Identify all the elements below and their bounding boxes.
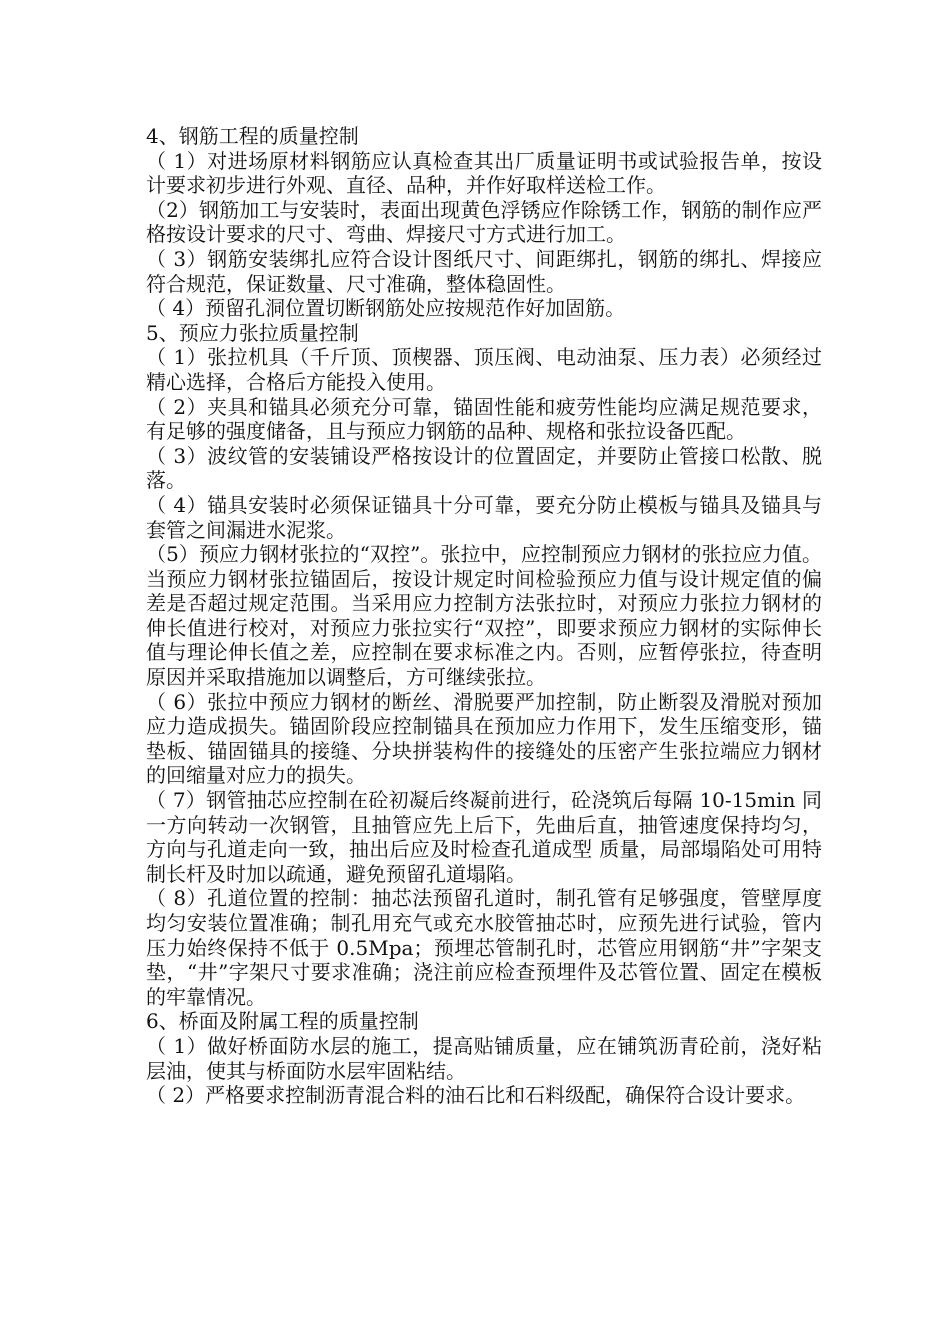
paragraph-rebar-4: （ 4）预留孔洞位置切断钢筋处应按规范作好加固筋。	[146, 296, 626, 321]
paragraph-prestress-2: （ 2）夹具和锚具必须充分可靠，锚固性能和疲劳性能均应满足规范要求，有足够的强度储备，且与预应力钢筋的品种、规格和张拉设备匹配。	[146, 394, 822, 444]
paragraph-deck-1: （ 1）做好桥面防水层的施工，提高贴铺质量，应在铺筑沥青砼前，浇好粘层油，使其与桥面防水层牢固粘结。	[146, 1033, 822, 1083]
paragraph-rebar-1: （ 1）对进场原材料钢筋应认真检查其出厂质量证明书或试验报告单，按设计要求初步进行外观、直径、品种，并作好取样送检工作。	[146, 148, 822, 198]
paragraph-prestress-5: （5）预应力钢材张拉的“双控”。张拉中，应控制预应力钢材的张拉应力值。当预应力钢材张拉锚固后，按设计规定时间检验预应力值与设计规定值的偏差是否超过规定范围。当采用应力控制方法张拉时，对预应力张拉力钢材的伸长值进行校对，对预应力张拉实行“双控”，即要求预应力钢材的实际伸长值与理论伸长值之差，应控制在要求标准之内。否则，应暂停张拉，待查明原因并采取措施加以调整后，方可继续张拉。	[146, 542, 822, 690]
paragraph-prestress-1: （ 1）张拉机具（千斤顶、顶楔器、顶压阀、电动油泵、压力表）必须经过精心选择，合格后方能投入使用。	[146, 345, 822, 394]
paragraph-prestress-3: （ 3）波纹管的安装铺设严格按设计的位置固定，并要防止管接口松散、脱落。	[146, 443, 822, 493]
paragraph-prestress-4: （ 4）锚具安装时必须保证锚具十分可靠，要充分防止模板与锚具及锚具与套管之间漏进水泥浆。	[146, 492, 822, 542]
paragraph-deck-2: （ 2）严格要求控制沥青混合料的油石比和石料级配，确保符合设计要求。	[146, 1083, 806, 1108]
section-heading-rebar: 4、钢筋工程的质量控制	[146, 124, 359, 148]
section-heading-prestress: 5、预应力张拉质量控制	[146, 320, 359, 345]
section-heading-deck: 6、桥面及附属工程的质量控制	[146, 1009, 419, 1034]
document-body	[146, 124, 822, 1108]
paragraph-prestress-8: （ 8）孔道位置的控制：抽芯法预留孔道时，制孔管有足够强度，管壁厚度均匀安装位置准确；制孔用充气或充水胶管抽芯时，应预先进行试验，管内压力始终保持不低于 0.5Mpa；预埋芯管制孔时，芯管应用钢筋“井”字架支垫，“井”字架尺寸要求准确；浇注前应检查预埋件及芯管位置、固定在模板的牢靠情况。	[146, 886, 822, 1009]
paragraph-rebar-3: （ 3）钢筋安装绑扎应符合设计图纸尺寸、间距绑扎，钢筋的绑扎、焊接应符合规范，保证数量、尺寸准确，整体稳固性。	[146, 246, 822, 296]
paragraph-prestress-6: （ 6）张拉中预应力钢材的断丝、滑脱要严加控制，防止断裂及滑脱对预加应力造成损失。锚固阶段应控制锚具在预加应力作用下，发生压缩变形，锚垫板、锚固锚具的接缝、分块拼装构件的接缝处的压密产生张拉端应力钢材的回缩量对应力的损失。	[146, 689, 822, 788]
paragraph-prestress-7: （ 7）钢管抽芯应控制在砼初凝后终凝前进行，砼浇筑后每隔 10-15min 同一方向转动一次钢管，且抽管应先上后下，先曲后直，抽管速度保持均匀，方向与孔道走向一致，抽出后应及时检查孔道成型 质量，局部塌陷处可用特制长杆及时加以疏通，避免预留孔道塌陷。	[146, 788, 822, 886]
paragraph-rebar-2: （2）钢筋加工与安装时，表面出现黄色浮锈应作除锈工作，钢筋的制作应严格按设计要求的尺寸、弯曲、焊接尺寸方式进行加工。	[146, 197, 822, 247]
